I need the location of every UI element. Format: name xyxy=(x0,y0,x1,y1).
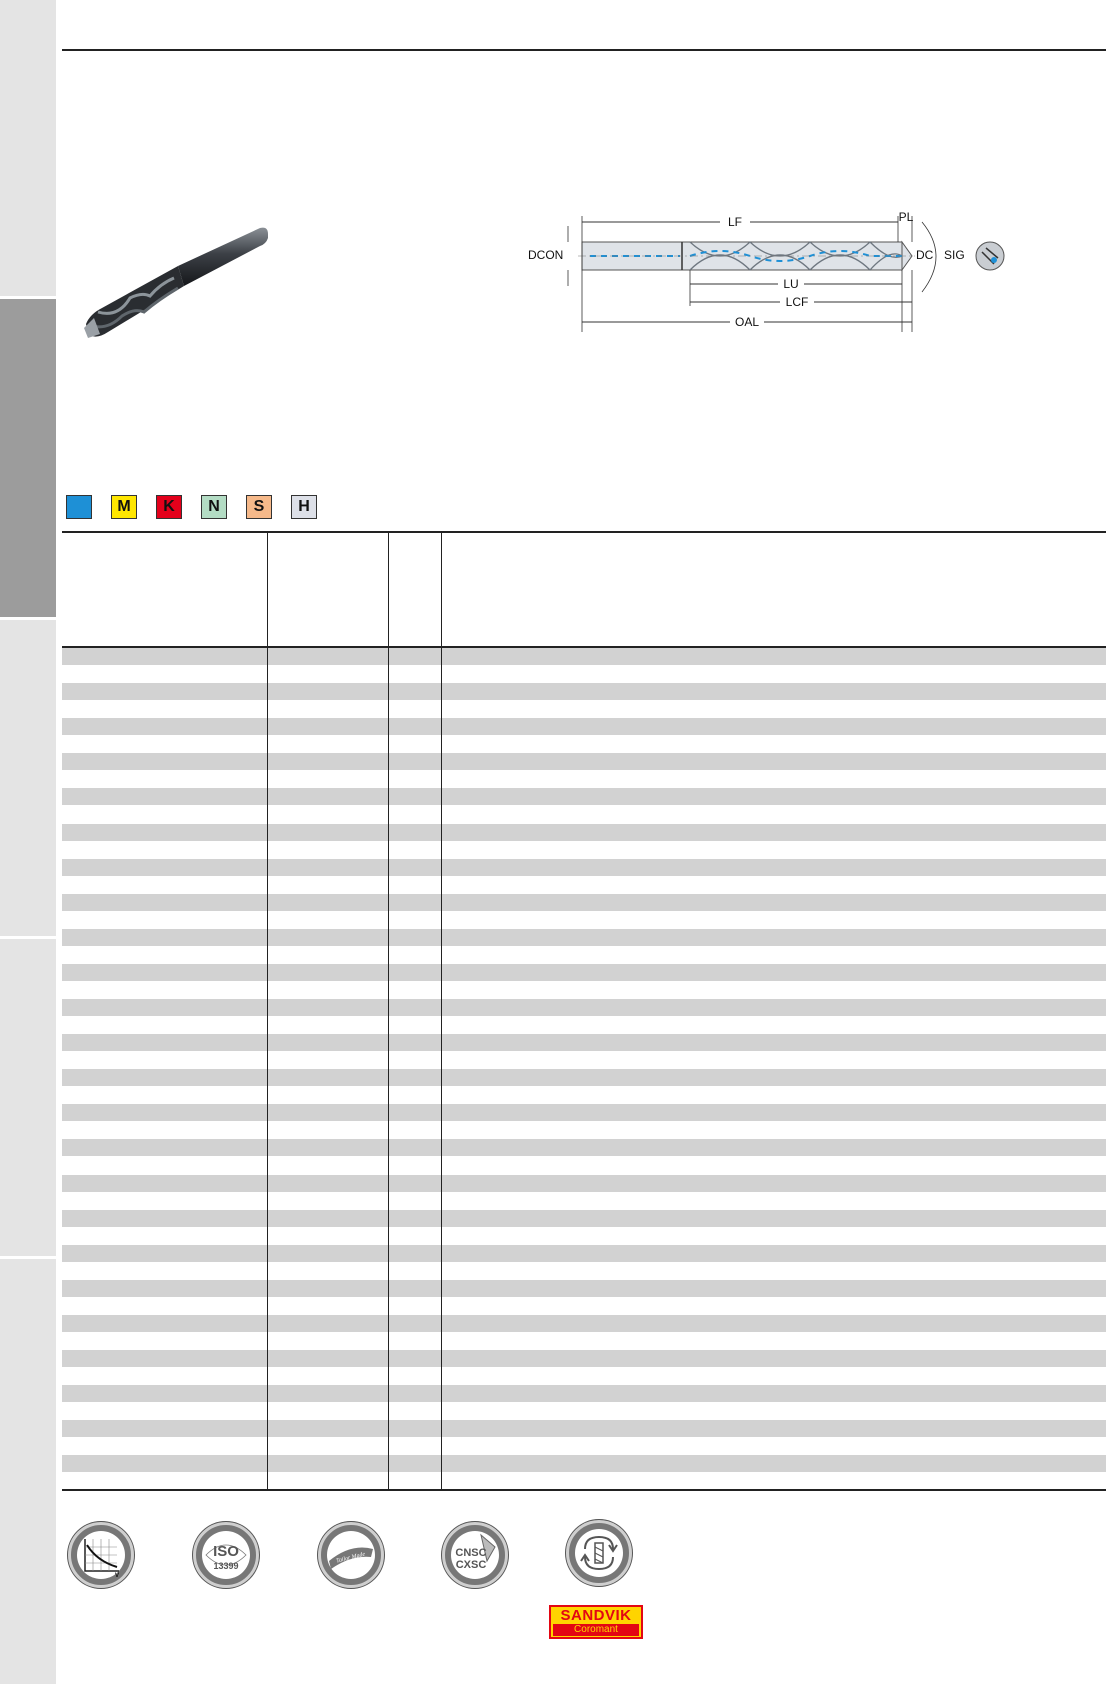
table-row xyxy=(62,964,1106,981)
side-tab-3[interactable] xyxy=(0,620,56,936)
table-row xyxy=(62,1139,1106,1156)
material-group-m: M xyxy=(111,495,137,519)
dim-lu-label: LU xyxy=(783,277,799,291)
table-column-divider xyxy=(267,533,268,1490)
table-bottom-rule xyxy=(62,1489,1106,1491)
side-tab-2-active[interactable] xyxy=(0,299,56,617)
table-row xyxy=(62,1455,1106,1472)
table-column-divider xyxy=(441,533,442,1490)
dim-pl-label: PL xyxy=(898,212,914,224)
material-group-p xyxy=(66,495,92,519)
table-row xyxy=(62,894,1106,911)
chart-icon-label: v xyxy=(115,1570,119,1579)
cnsc-cxsc-icon xyxy=(442,1522,508,1588)
table-row xyxy=(62,859,1106,876)
side-tab-4[interactable] xyxy=(0,939,56,1256)
cnsc-label: CNSC xyxy=(455,1547,487,1559)
table-row xyxy=(62,753,1106,770)
iso-icon-number: 13399 xyxy=(213,1561,239,1571)
material-group-k: K xyxy=(156,495,182,519)
logo-brand: SANDVIK xyxy=(560,1607,632,1624)
dim-dcon-label: DCON xyxy=(528,248,564,262)
table-row xyxy=(62,1280,1106,1297)
side-tab-5[interactable] xyxy=(0,1259,56,1684)
drill-dimension-diagram xyxy=(520,212,1020,362)
material-group-n: N xyxy=(201,495,227,519)
table-row xyxy=(62,1175,1106,1192)
dim-oal-label: OAL xyxy=(734,315,760,329)
dim-lf-label: LF xyxy=(727,215,743,229)
table-row xyxy=(62,1069,1106,1086)
dim-lcf-label: LCF xyxy=(785,295,809,309)
table-header xyxy=(62,533,1106,646)
cxsc-label: CXSC xyxy=(455,1559,487,1571)
table-row xyxy=(62,788,1106,805)
table-row xyxy=(62,1350,1106,1367)
page-top-rule xyxy=(62,49,1106,51)
coolant-rotation-icon xyxy=(566,1520,632,1586)
table-row xyxy=(62,1385,1106,1402)
table-row xyxy=(62,648,1106,665)
cutting-data-chart-icon xyxy=(68,1522,134,1588)
side-tab-1[interactable] xyxy=(0,0,56,296)
iso-13399-icon xyxy=(193,1522,259,1588)
dim-dc-label: DC xyxy=(916,248,934,262)
tailor-made-label: Tailor Made xyxy=(335,1551,366,1565)
table-row xyxy=(62,1420,1106,1437)
table-row xyxy=(62,1245,1106,1262)
table-column-divider xyxy=(388,533,389,1490)
table-row xyxy=(62,824,1106,841)
material-group-h: H xyxy=(291,495,317,519)
drill-product-image xyxy=(78,222,278,352)
product-table xyxy=(62,531,1106,1491)
tailor-made-icon xyxy=(318,1522,384,1588)
dim-sig-label: SIG xyxy=(944,248,965,262)
sandvik-coromant-logo xyxy=(549,1605,643,1639)
table-row xyxy=(62,1315,1106,1332)
material-group-s: S xyxy=(246,495,272,519)
material-group-legend xyxy=(66,495,326,519)
logo-sub: Coromant xyxy=(553,1624,639,1636)
table-row xyxy=(62,999,1106,1016)
table-row xyxy=(62,1034,1106,1051)
table-row xyxy=(62,1104,1106,1121)
table-row xyxy=(62,1210,1106,1227)
side-navigation xyxy=(0,0,56,1684)
table-row xyxy=(62,929,1106,946)
table-row xyxy=(62,718,1106,735)
iso-icon-label: ISO xyxy=(213,1543,239,1560)
table-row xyxy=(62,683,1106,700)
